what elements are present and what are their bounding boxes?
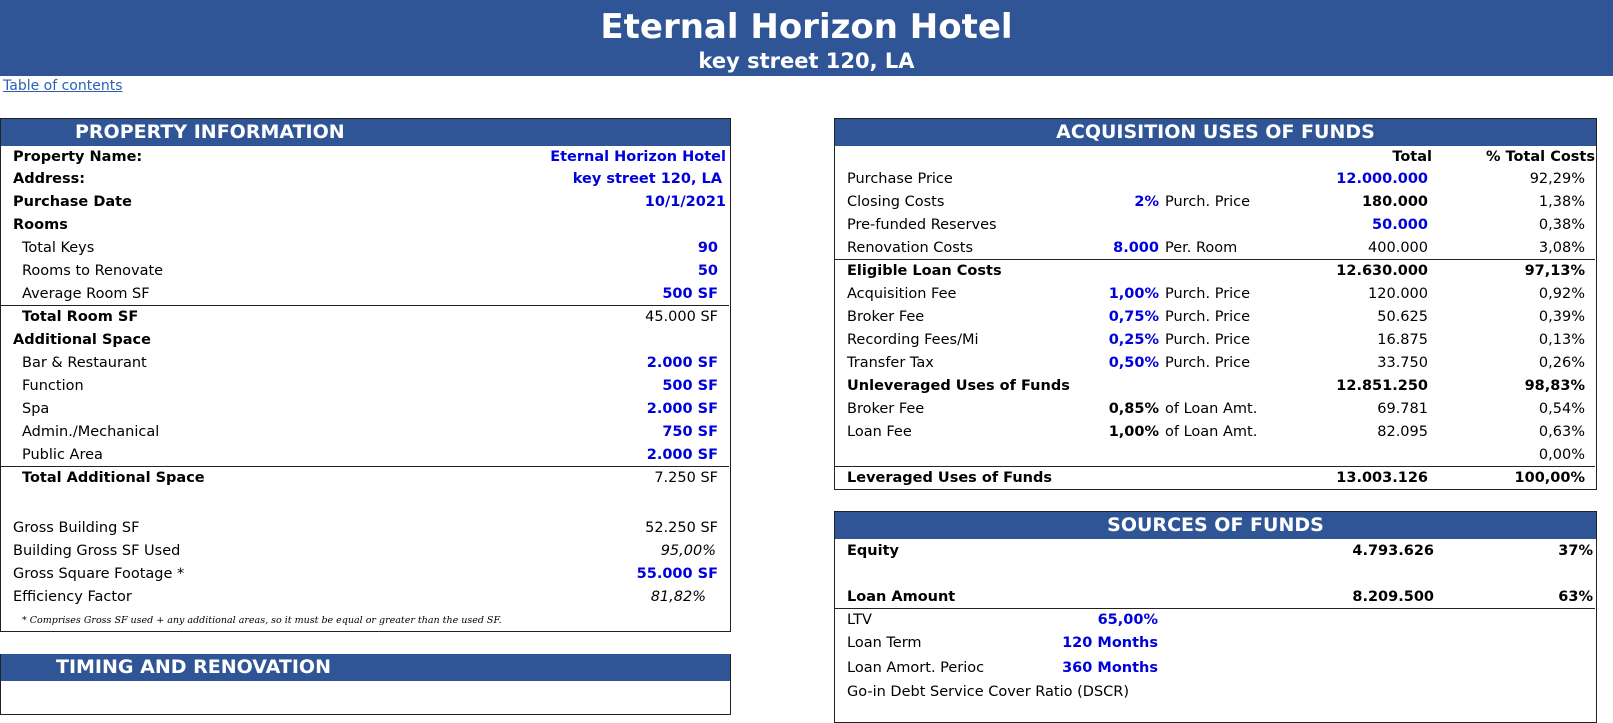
acq-pct: 1,38% <box>1538 194 1585 210</box>
efficiency-factor-label: Efficiency Factor <box>13 589 132 605</box>
acq-total: 82.095 <box>1377 424 1428 440</box>
total-additional-space-label: Total Additional Space <box>22 470 205 486</box>
acq-basis: Purch. Price <box>1165 332 1251 348</box>
acq-label: Pre-funded Reserves <box>847 217 997 233</box>
admin-mechanical-value[interactable]: 750 SF <box>662 424 718 440</box>
spa-value[interactable]: 2.000 SF <box>646 401 718 417</box>
gross-sf-footnote: * Comprises Gross SF used + any additional areas, so it must be equal or greater than the used SF. <box>22 615 502 626</box>
hotel-title: Eternal Horizon Hotel <box>600 7 1013 47</box>
acq-pct: 0,00% <box>1538 447 1585 463</box>
rooms-to-renovate-value[interactable]: 50 <box>697 263 718 279</box>
acquisition-uses-header: ACQUISITION USES OF FUNDS <box>835 119 1596 146</box>
equity-label: Equity <box>847 543 899 559</box>
rooms-to-renovate-label: Rooms to Renovate <box>22 263 164 279</box>
hotel-address: key street 120, LA <box>698 49 915 73</box>
acq-total: 16.875 <box>1377 332 1428 348</box>
acq-label: Broker Fee <box>847 309 925 325</box>
building-gross-sf-used-value[interactable]: 95,00% <box>660 543 716 559</box>
loan-terms-divider <box>835 608 1595 609</box>
acq-basis: of Loan Amt. <box>1165 424 1258 440</box>
acq-label: Loan Fee <box>847 424 912 440</box>
average-room-sf-value[interactable]: 500 SF <box>662 286 718 302</box>
total-keys-label: Total Keys <box>22 240 95 256</box>
purchase-date-label: Purchase Date <box>13 194 132 210</box>
rooms-label: Rooms <box>13 217 68 233</box>
acq-pct: 98,83% <box>1524 378 1585 394</box>
admin-mechanical-label: Admin./Mechanical <box>22 424 160 440</box>
purchase-date-value[interactable]: 10/1/2021 <box>644 194 726 210</box>
ltv-value[interactable]: 65,00% <box>1097 612 1158 628</box>
acq-label: Purchase Price <box>847 171 953 187</box>
ltv-label: LTV <box>847 612 872 628</box>
acq-label: Leveraged Uses of Funds <box>847 470 1053 486</box>
total-additional-space-value: 7.250 SF <box>654 470 718 486</box>
gross-building-sf-label: Gross Building SF <box>13 520 140 536</box>
table-of-contents-link[interactable]: Table of contents <box>3 78 123 94</box>
acq-pct: 92,29% <box>1529 171 1585 187</box>
property-name-value[interactable]: Eternal Horizon Hotel <box>550 149 726 165</box>
acq-rate: 0,85% <box>1108 401 1159 417</box>
acq-total: 69.781 <box>1377 401 1428 417</box>
property-information-header: PROPERTY INFORMATION <box>1 119 730 146</box>
acq-pct: 0,54% <box>1538 401 1585 417</box>
building-gross-sf-used-label: Building Gross SF Used <box>13 543 181 559</box>
public-area-label: Public Area <box>22 447 103 463</box>
acq-pct: 97,13% <box>1524 263 1585 279</box>
acq-pct: 0,39% <box>1538 309 1585 325</box>
public-area-value[interactable]: 2.000 SF <box>646 447 718 463</box>
acq-label: Transfer Tax <box>847 355 934 371</box>
acq-total: 50.625 <box>1377 309 1428 325</box>
acq-basis: Purch. Price <box>1165 355 1251 371</box>
function-label: Function <box>22 378 84 394</box>
loan-amount-label: Loan Amount <box>847 589 956 605</box>
col-total-header: Total <box>1392 149 1432 165</box>
acq-total[interactable]: 12.000.000 <box>1336 171 1428 187</box>
acq-label: Broker Fee <box>847 401 925 417</box>
acq-rate[interactable]: 2% <box>1134 194 1159 210</box>
acq-label: Eligible Loan Costs <box>847 263 1002 279</box>
total-room-sf-value: 45.000 SF <box>645 309 718 325</box>
acq-rate[interactable]: 0,25% <box>1108 332 1159 348</box>
title-banner <box>0 0 1613 76</box>
acq-total: 13.003.126 <box>1336 470 1428 486</box>
dscr-label: Go-in Debt Service Cover Ratio (DSCR) <box>847 684 1130 700</box>
acq-total: 120.000 <box>1368 286 1428 302</box>
spa-label: Spa <box>22 401 50 417</box>
loan-amort-period-label: Loan Amort. Perioc <box>847 660 985 676</box>
gross-building-sf-value: 52.250 SF <box>645 520 718 536</box>
acq-label: Acquisition Fee <box>847 286 957 302</box>
acq-rate[interactable]: 1,00% <box>1108 286 1159 302</box>
loan-term-label: Loan Term <box>847 635 922 651</box>
acq-pct: 0,38% <box>1538 217 1585 233</box>
acq-total[interactable]: 50.000 <box>1372 217 1428 233</box>
acq-rate[interactable]: 0,75% <box>1108 309 1159 325</box>
loan-amount-pct: 63% <box>1558 589 1593 605</box>
loan-term-value[interactable]: 120 Months <box>1062 635 1158 651</box>
acq-rate[interactable]: 8.000 <box>1113 240 1159 256</box>
additional-space-label: Additional Space <box>13 332 151 348</box>
acq-basis: Purch. Price <box>1165 194 1251 210</box>
acq-rate[interactable]: 0,50% <box>1108 355 1159 371</box>
loan-amount-value: 8.209.500 <box>1352 589 1434 605</box>
acq-pct: 3,08% <box>1538 240 1585 256</box>
property-name-label: Property Name: <box>13 149 143 165</box>
gross-square-footage-label: Gross Square Footage * <box>13 566 185 582</box>
address-value[interactable]: key street 120, LA <box>572 171 722 187</box>
efficiency-factor-value: 81,82% <box>650 589 706 605</box>
total-room-sf-label: Total Room SF <box>22 309 139 325</box>
loan-amort-period-value[interactable]: 360 Months <box>1062 660 1158 676</box>
acq-rate: 1,00% <box>1108 424 1159 440</box>
acq-total: 33.750 <box>1377 355 1428 371</box>
bar-restaurant-label: Bar & Restaurant <box>22 355 147 371</box>
average-room-sf-label: Average Room SF <box>22 286 150 302</box>
acq-total: 400.000 <box>1368 240 1428 256</box>
equity-pct: 37% <box>1558 543 1593 559</box>
sources-of-funds-header: SOURCES OF FUNDS <box>835 512 1596 539</box>
acq-total: 180.000 <box>1361 194 1428 210</box>
acq-pct: 100,00% <box>1514 470 1585 486</box>
function-value[interactable]: 500 SF <box>662 378 718 394</box>
acq-basis: of Loan Amt. <box>1165 401 1258 417</box>
acq-label: Closing Costs <box>847 194 945 210</box>
timing-renovation-header: TIMING AND RENOVATION <box>1 654 730 681</box>
acq-basis: Per. Room <box>1165 240 1238 256</box>
acq-pct: 0,13% <box>1538 332 1585 348</box>
acq-label: Recording Fees/Mi <box>847 332 979 348</box>
total-keys-value[interactable]: 90 <box>697 240 718 256</box>
acq-pct: 0,63% <box>1538 424 1585 440</box>
equity-value: 4.793.626 <box>1352 543 1434 559</box>
acq-label: Unleveraged Uses of Funds <box>847 378 1070 394</box>
gross-square-footage-value[interactable]: 55.000 SF <box>636 566 718 582</box>
address-label: Address: <box>13 171 86 187</box>
acq-total: 12.630.000 <box>1336 263 1428 279</box>
acq-basis: Purch. Price <box>1165 309 1251 325</box>
acq-pct: 0,26% <box>1538 355 1585 371</box>
acq-total: 12.851.250 <box>1336 378 1428 394</box>
col-pct-total-header: % Total Costs <box>1485 149 1595 165</box>
acq-basis: Purch. Price <box>1165 286 1251 302</box>
acq-label: Renovation Costs <box>847 240 974 256</box>
bar-restaurant-value[interactable]: 2.000 SF <box>646 355 718 371</box>
acq-pct: 0,92% <box>1538 286 1585 302</box>
